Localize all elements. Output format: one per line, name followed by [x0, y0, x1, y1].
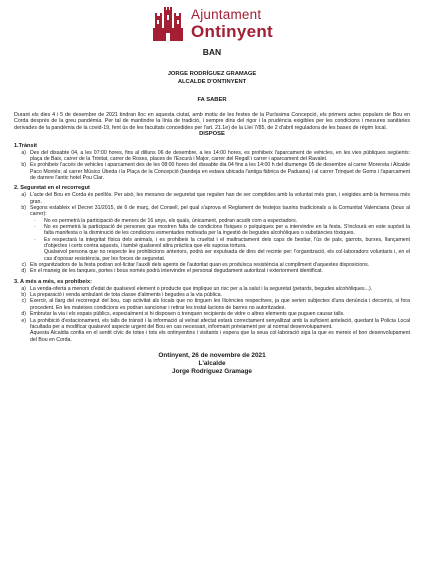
bullet: · — [34, 217, 36, 224]
section-title: 2. Seguretat en el recorregut — [14, 185, 90, 192]
item-text: Els organitzadors de la festa podran sol·licitar l'auxili dels agents de l'autoritat quan es produïsca resistència al compliment d'aquestes disposicions. — [30, 262, 370, 269]
list-item — [14, 192, 410, 205]
city-crest-logo — [151, 6, 185, 42]
item-text: En el maneig de les tanques, portes i bous només podrà intervindre el personal degudament autoritzat i exteriorment identificat. — [30, 268, 323, 275]
author-name: JORGE RODRÍGUEZ GRAMAGE — [167, 71, 257, 77]
signature-block — [14, 352, 410, 377]
signature-place-date: Ontinyent, 26 de novembre de 2021 — [158, 351, 266, 359]
item-label: b) — [21, 205, 26, 211]
sub-list-item — [14, 237, 410, 250]
signature-role: L'alcalde — [198, 360, 226, 368]
sub-item-text: No es permetrà la participació de persones que mostren falta de condicions físiques o psíquiques per a intervindre en la festa. S'inclourà en este supòsit la falta manifesta o la disminució de les condicions esmentades motivada per la ingestió de begudes alcohòliques o substàncies tòxiques. — [44, 224, 410, 237]
item-label: a) — [21, 149, 26, 156]
intro-paragraph: Durant els dies 4 i 5 de desembre de 2021 tindran lloc en aquesta ciutat, amb motiu de les festes de la Puríssima Concepció, els primers actes populars de Bou en Corda després de la greu pandèmia. Per tal de mantindre la línia de tradició, i sempre dins del rigor i la prudència exigibles per les condicions i mesures sanitàries derivades de la pandèmia de la covid-19, fent ús de les facultats concedides per l'art. 21.1e) de la Llei 7/85, de 2 d'abril reguladora de les bases de règim local. — [14, 111, 410, 131]
bullet: · — [34, 236, 36, 243]
item-label: c) — [21, 262, 26, 269]
list-item — [14, 162, 410, 181]
item-text: Embrutar la via i els espais públics, especialment si hi disposen o trenquen recipients de vidre o altres elements que puguen causar talls. — [30, 311, 345, 318]
item-text: La prohibició d'estacionament, els talls de trànsit i la informació al veïnat afectat estarà correctament senyalitzat amb la suficient antelació, quedant la Policia Local facultada per a modificar qualsevol aspecte urgent del Bou en cas necessari, informant prèviament per al normal desenvolupament. — [30, 317, 410, 330]
brand-bottom-text: Ontinyent — [190, 21, 274, 41]
item-text: La preparació i venda ambulant de tota classe d'aliments i begudes a la via pública. — [30, 292, 222, 299]
list-item — [14, 298, 410, 311]
item-label: b) — [21, 292, 26, 299]
closing-paragraph: Aquesta Alcaldia confia en el sentit cívic de totes i tots els ontinyentins i visitants i espera que la seua col·laboració siga la que es mereix el bon desenvolupament del Bou en Corda. — [30, 330, 410, 343]
fa-saber-heading: FA SABER — [197, 97, 227, 104]
sub-item-text: No es permetrà la participació de menors de 16 anys, els quals, únicament, podran acudir com a espectadors. — [44, 217, 298, 224]
document-title: BAN — [202, 47, 222, 57]
list-item — [14, 205, 410, 218]
item-text: L'acte del Bou en Corda és perillós. Per això, les mesures de seguretat que regulen han de ser complides amb la voluntat més gran, i exigides amb la fermesa més gran. — [30, 192, 410, 205]
list-item — [14, 268, 410, 274]
section-title: 3. A més a més, es prohibeix: — [14, 278, 92, 285]
section-title: 1.Trànsit — [14, 142, 38, 149]
item-label: d) — [21, 311, 26, 318]
item-label: c) — [21, 298, 26, 305]
brand-top-text: Ajuntament — [190, 7, 262, 23]
item-label: a) — [21, 285, 26, 292]
sub-list-item — [14, 224, 410, 237]
item-text: Es prohibeix l'accés de vehicles i aparcament des de les 08:00 hores del dissabte dia 04 fins a les 14:00 h del diumenge 05 de desembre al carrer Morereta i Alcalde Paco Montés; al carrer Músico Úbeda i la Plaça de la Concepció (bandeja en estava ubicada l'antiga fàbrica de Paduana) i al carrer Trinquet de Goms i l'aparcament de darrere l'antic hotel Pou Clar. — [30, 162, 410, 181]
header — [14, 4, 410, 44]
item-text: Exercir, al llarg del recorregut del bou, cap activitat als locals que no tinguen les llicències respectives, ja que serien subjectes d'una denúncia i decomís, si fora procedent. En les mateixes condicions es podran sancionar i retirar les instal·lacions de barres no autoritzades. — [30, 298, 410, 311]
item-label: e) — [21, 317, 26, 324]
item-text: Des del dissabte 04, a les 07:00 hores, fins al dilluns 06 de desembre, a les 14:00 hores, es prohibeix l'aparcament de vehicles, en les vies públiques següents: plaça de Baix, carrer de la Trinitat, carrer de Roses, places de l'Escurà i Major, carrer del Regall i carrer i aparcament del Ravalet. — [30, 149, 410, 162]
list-item — [14, 318, 410, 331]
item-label: d) — [21, 268, 26, 275]
bullet: · — [34, 224, 36, 231]
item-label: b) — [21, 162, 26, 169]
item-text: Segons estableix el Decret 31/2015, de 6 de març, del Consell, pel qual s'aprova el Reglament de festejos taurins tradicionals a la Comunitat Valenciana (bous al carrer): — [30, 205, 410, 218]
sub-item-text: Es respectarà la integritat física dels animals, i es prohibeix la crueltat i el maltractament dels caps de bestiar, l'ús de pals, garrots, burxes, llançament d'objectes i certs contra aquests, i també qualsevol altra pràctica que els suposa tortura. — [44, 236, 410, 250]
author-role: ALCALDE D'ONTINYENT — [177, 78, 247, 85]
signature-name: Jorge Rodríguez Gramage — [172, 368, 252, 376]
brand — [191, 8, 273, 40]
dispose-heading: DISPOSE — [199, 131, 225, 137]
continuation-text: Qualsevol persona que no respecte les prohibicions anteriors, podrà ser expulsada de dins del recinte per: l'organització, els col·laboradors voluntaris i, en el cas d'oposar resistència, per les forces de seguretat. — [44, 249, 410, 262]
list-item — [14, 150, 410, 163]
item-label: a) — [21, 192, 26, 199]
item-text: La venda-oferta a menors d'edat de qualsevol element o producte que implique un risc per a la salut i la seguretat (petards, begudes alcohòliques...). — [30, 285, 373, 292]
